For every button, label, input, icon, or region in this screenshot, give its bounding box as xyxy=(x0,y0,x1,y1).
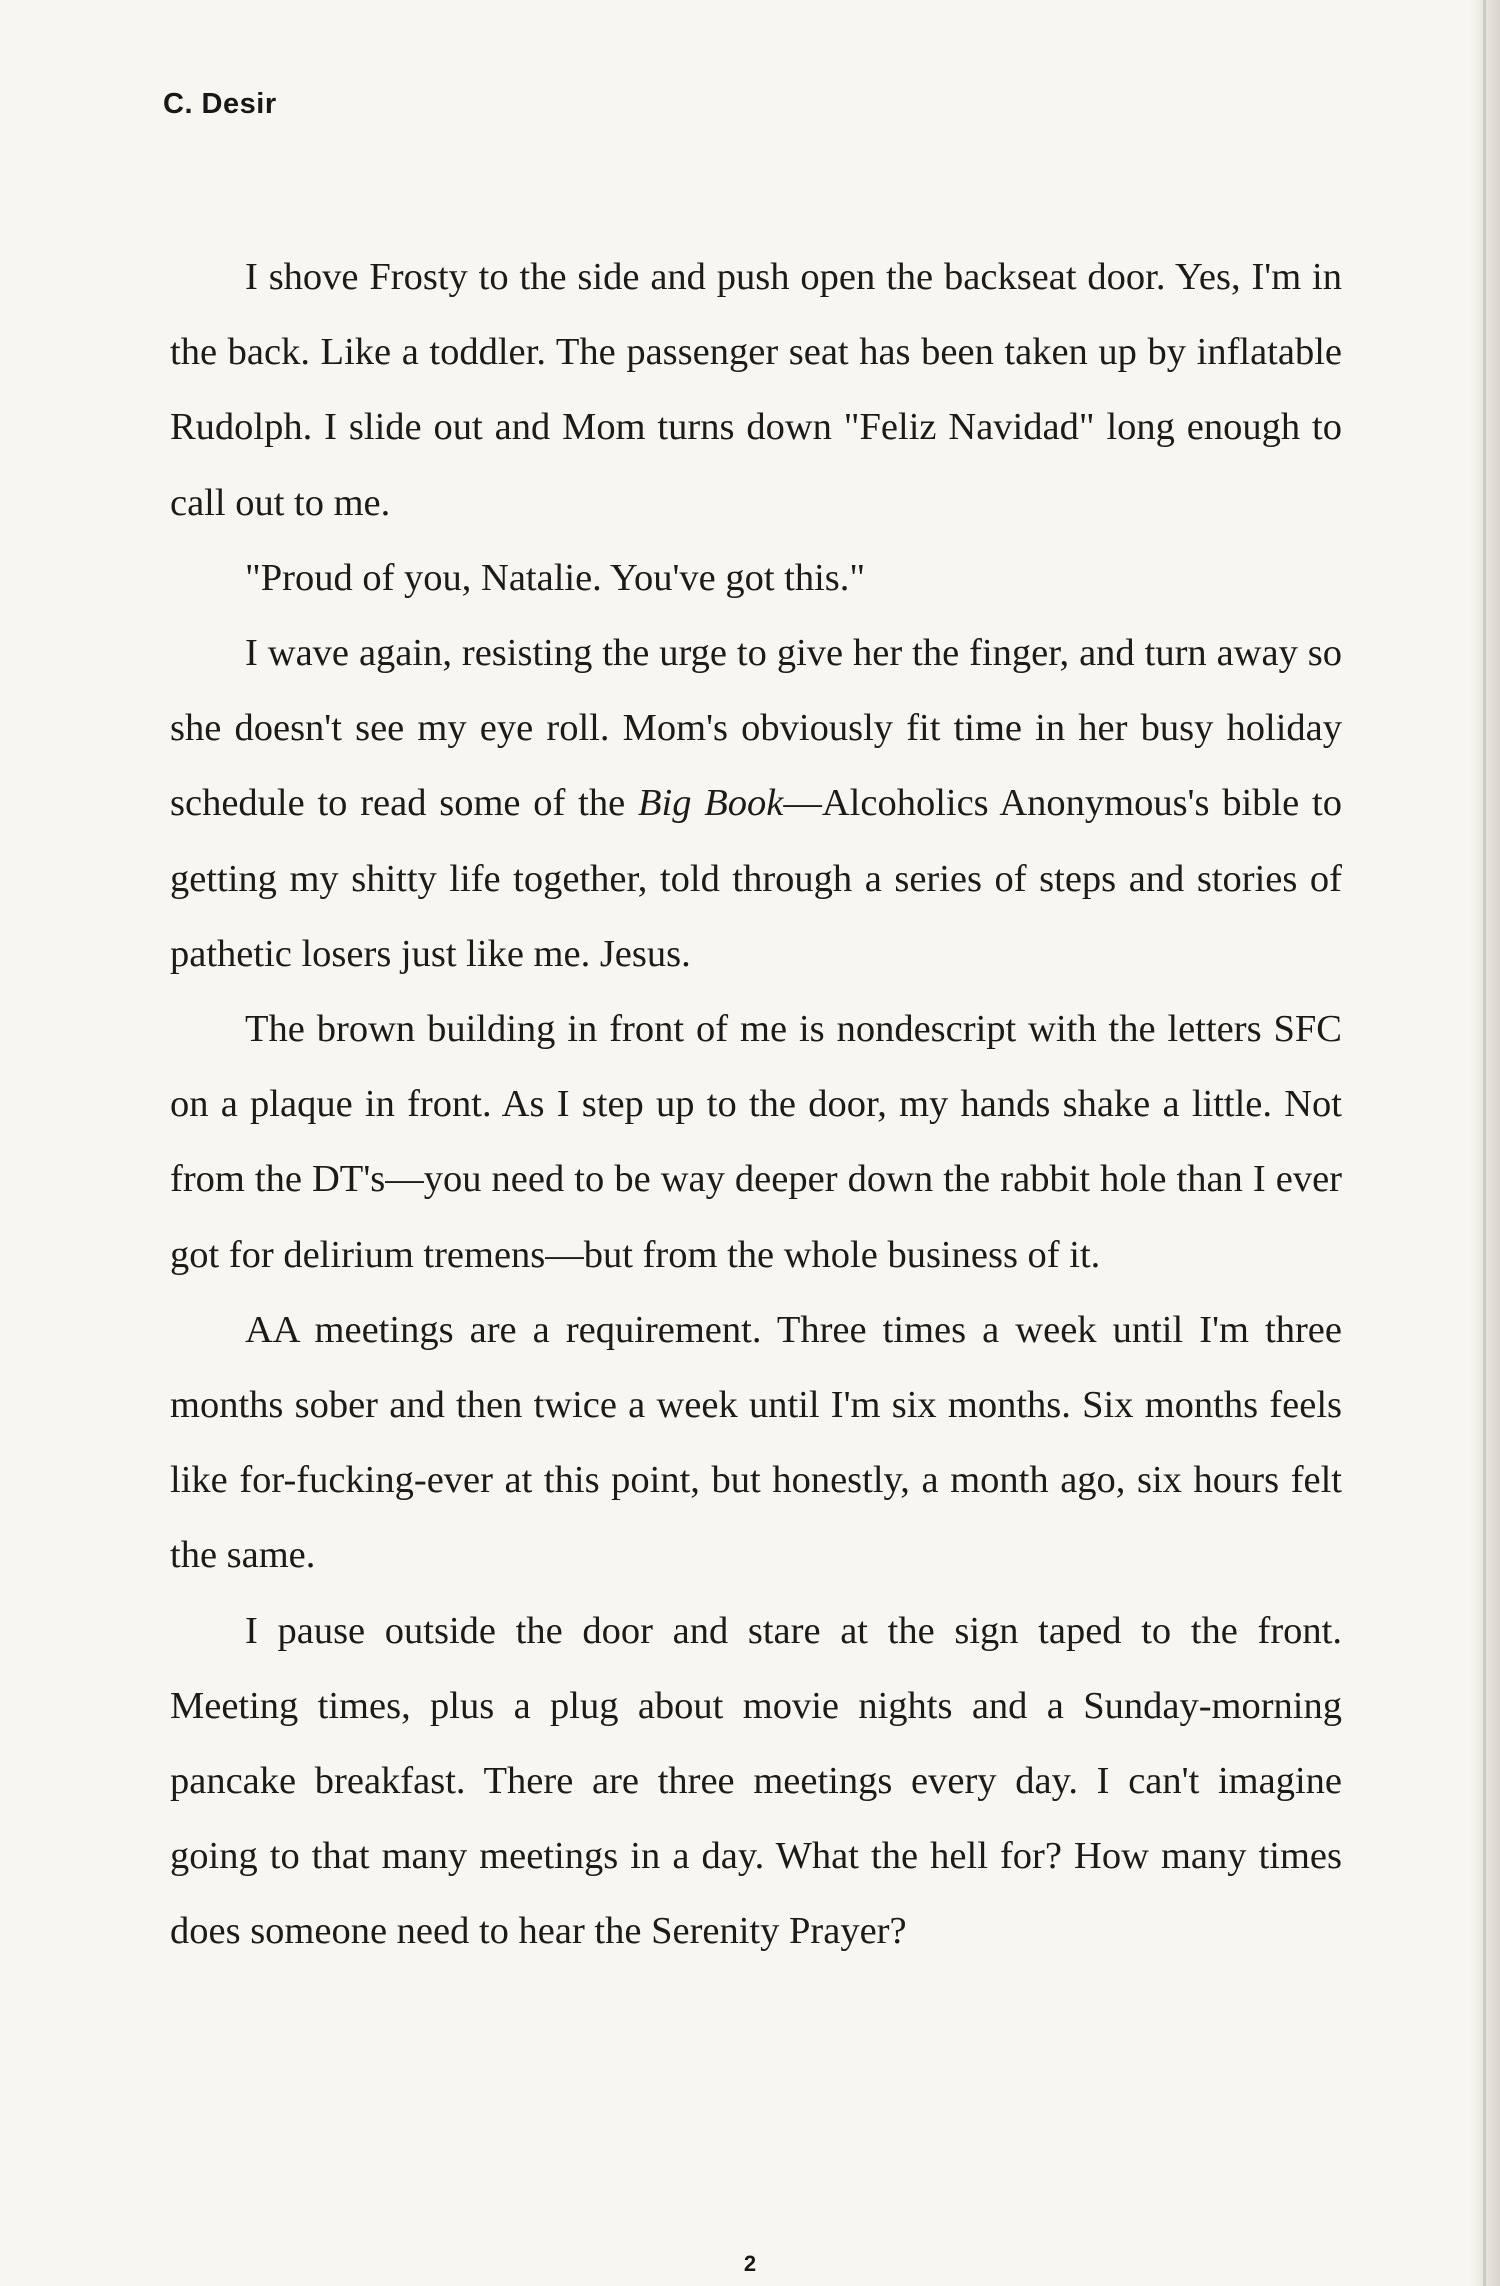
body-text xyxy=(170,240,1342,1970)
paragraph-4: The brown building in front of me is nondescript with the letters SFC on a plaque in front. As I step up to the door, my hands shake a little. Not from the DT's—you need to be way deeper down the rabbit hole than I ever got for delirium tremens—but from the whole business of it. xyxy=(170,1008,1342,1276)
paragraph-5: AA meetings are a requirement. Three times a week until I'm three months sober and then twice a week until I'm six months. Six months feels like for-fucking-ever at this point, but honestly, a month ago, six hours felt the same. xyxy=(170,1308,1342,1577)
running-head-author: C. Desir xyxy=(163,88,277,120)
page-edge-line xyxy=(1483,0,1486,2286)
book-title-emphasis: Big Book xyxy=(638,782,784,825)
paragraph-3 xyxy=(170,616,1342,992)
paragraph-2: "Proud of you, Natalie. You've got this." xyxy=(245,556,866,599)
paragraph-3-text-after: —Alcoholics Anonymous's bible to getting my shitty life together, told through a series of steps and stories of pathetic losers just like me. Jesus. xyxy=(170,782,1342,975)
page-number: 2 xyxy=(743,2251,757,2276)
paragraph-1: I shove Frosty to the side and push open the backseat door. Yes, I'm in the back. Like a toddler. The passenger seat has been taken up by inflatable Rudolph. I slide out and Mom turns down "Feliz Navidad" long enough to call out to me. xyxy=(170,256,1342,524)
paragraph-6: I pause outside the door and stare at the sign taped to the front. Meeting times, plus a plug about movie nights and a Sunday-morning pancake breakfast. There are three meetings every day. I can't imagine going to that many meetings in a day. What the hell for? How many times does someone need to hear the Serenity Prayer? xyxy=(170,1609,1342,1953)
paragraph-3-text-before: I wave again, resisting the urge to give her the finger, and turn away so she doesn't see my eye roll. Mom's obviously fit time in her busy holiday schedule to read some of the xyxy=(170,632,1342,825)
